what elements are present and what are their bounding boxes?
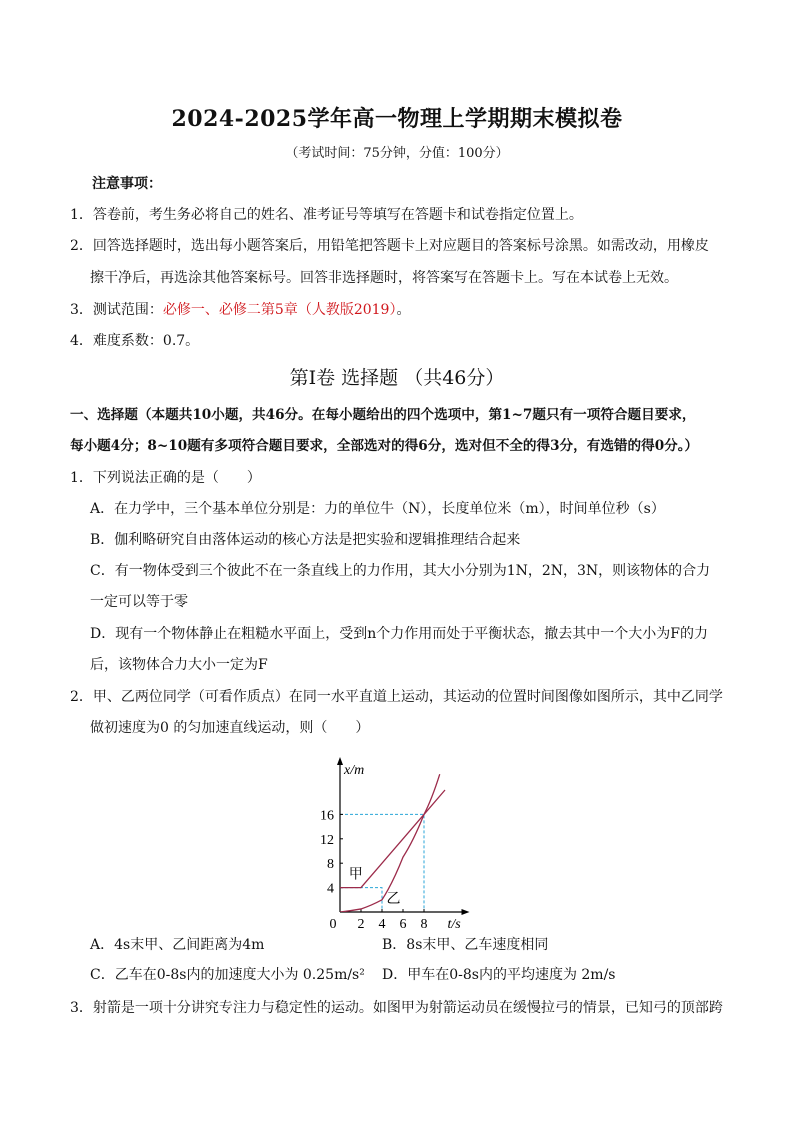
section-title: 第Ⅰ卷 选择题 （共46分） [289,367,505,389]
x-tick-label: 2 [357,917,365,929]
q1-option-c: C．有一物体受到三个彼此不在一条直线上的力作用，其大小分别为1N，2N，3N，则该物体的合力 [90,563,711,579]
x-tick-label: 6 [399,917,407,929]
y-tick-label: 16 [320,808,334,824]
y-tick-label: 4 [327,881,334,897]
notice-text: 难度系数：0.7。 [92,333,200,349]
y-tick-label: 12 [320,832,334,848]
notice-heading: 注意事项： [92,176,162,192]
y-tick-label: 8 [327,857,334,873]
y-axis-label: x/m [344,763,365,778]
page-title: 2024-2025学年高一物理上学期期末模拟卷 [171,106,623,132]
notice-num: 2． [70,238,93,254]
q2-stem: 2．甲、乙两位同学（可看作质点）在同一水平直道上运动，其运动的位置时间图像如图所示，其中乙同学 [70,689,723,705]
instructions-line-2: 每小题4分；8~10题有多项符合题目要求，全部选对的得6分，选对但不全的得3分，有选错的得0分。） [70,438,699,454]
y-axis-arrow [337,757,343,765]
notice-num: 4． [70,333,93,349]
q1-option-d-cont: 后，该物体合力大小一定为F [90,657,268,673]
x-axis-label: t/s [447,917,461,929]
q1-stem: 1．下列说法正确的是（ ） [70,470,261,486]
x-axis-arrow [462,909,470,915]
q1-option-a: A．在力学中，三个基本单位分别是：力的单位牛（N），长度单位米（m），时间单位秒（s） [90,501,665,517]
q2-stem-cont: 做初速度为0 的匀加速直线运动，则（ ） [90,720,370,736]
page-subtitle: （考试时间：75分钟，分值：100分） [285,146,509,161]
q2-option-c: C．乙车在0-8s内的加速度大小为 0.25m/s² [90,967,365,983]
notice-text: 答卷前，考生务必将自己的姓名、准考证号等填写在答题卡和试卷指定位置上。 [92,207,583,223]
notice-suffix: 。 [396,302,411,318]
q2-option-d: D．甲车在0-8s内的平均速度为 2m/s [382,967,616,983]
series-label-yi: 乙 [386,891,401,907]
q1-option-d: D．现有一个物体静止在粗糙水平面上，受到n个力作用而处于平衡状态，撤去其中一个大小为F的力 [90,626,708,642]
notice-num: 3． [70,302,93,318]
notice-text: 回答选择题时，选出每小题答案后，用铅笔把答题卡上对应题目的答案标号涂黑。如需改动，用橡皮 [92,238,709,254]
notice-item-3 [70,300,410,320]
q2-option-a: A．4s末甲、乙间距离为4m [90,937,265,953]
notice-prefix: 测试范围： [92,302,163,318]
x-tick-label: 4 [378,917,386,929]
q2-option-b: B．8s末甲、乙车速度相同 [382,937,549,953]
x-tick-label: 0 [329,917,337,929]
q3-stem: 3．射箭是一项十分讲究专注力与稳定性的运动。如图甲为射箭运动员在缓慢拉弓的情景，已知弓的顶部跨 [70,1000,723,1016]
x-tick-label: 8 [420,917,428,929]
notice-item-2 [70,236,709,256]
q1-option-b: B．伽利略研究自由落体运动的核心方法是把实验和逻辑推理结合起来 [90,532,521,548]
instructions-line-1: 一、选择题（本题共10小题，共46分。在每小题给出的四个选项中，第1~7题只有一项符合题目要求， [70,407,696,423]
notice-item-1 [70,205,583,225]
position-time-chart [310,757,500,929]
notice-item-4 [70,331,199,351]
notice-item-2-cont: 擦干净后，再选涂其他答案标号。回答非选择题时，将答案写在答题卡上。写在本试卷上无效。 [90,270,678,286]
q1-option-c-cont: 一定可以等于零 [90,594,188,610]
test-scope: 必修一、必修二第5章（人教版2019） [162,302,397,318]
notice-num: 1． [70,207,93,223]
series-label-jia: 甲 [348,867,363,883]
